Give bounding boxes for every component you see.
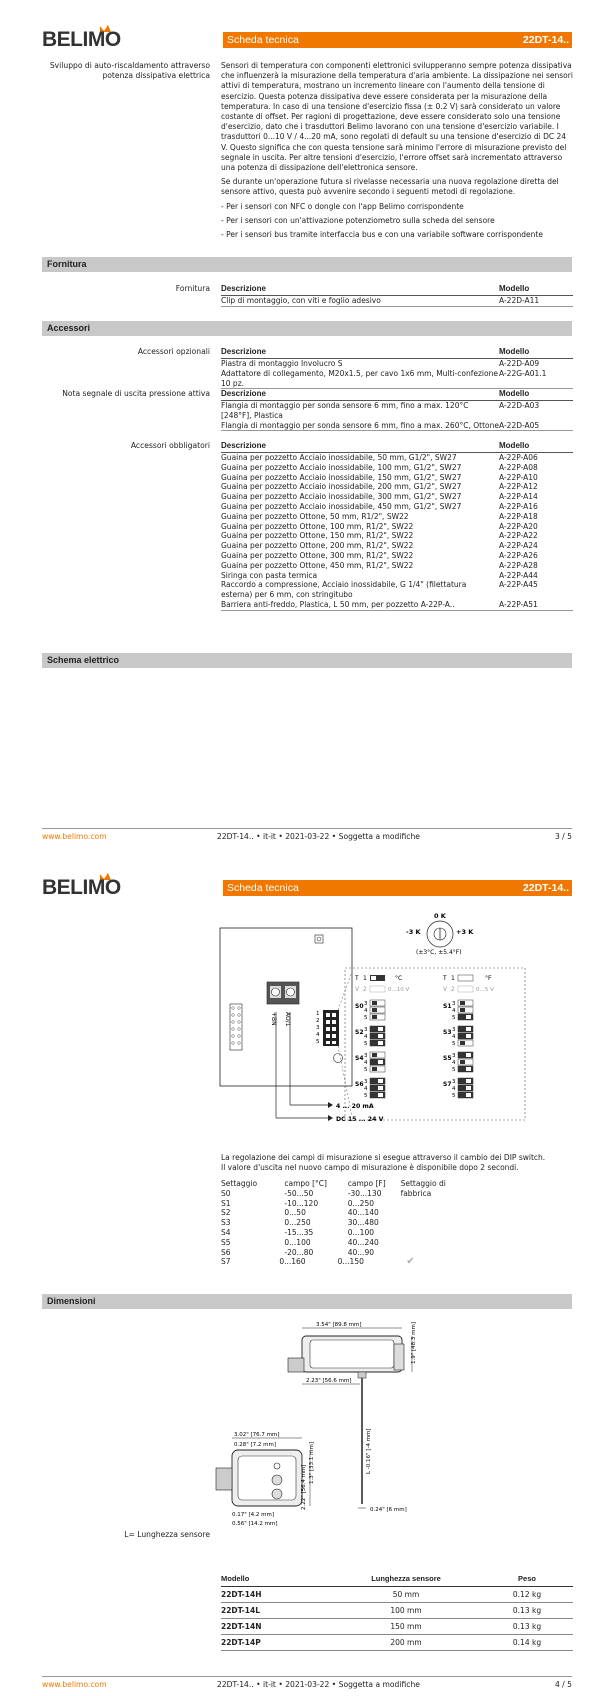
table-row: Piastra di montaggio Involucro S A-22D-A09 (221, 359, 540, 368)
range-c-label: 0...10 V (388, 987, 410, 993)
dip-group (452, 1078, 473, 1099)
term-ao-label: AO/1 (284, 1012, 291, 1027)
dim-front-width: 3.02" [76.7 mm] (234, 1432, 280, 1438)
section-fornitura-title: Fornitura (47, 259, 87, 269)
table-row: Barriera anti-freddo, Plastica, L 50 mm, per pozzetto A-22P-A.. A-22P-A51 (221, 600, 573, 611)
table-row: Adattatore di collegamento, M20x1.5, per cavo 1x6 mm, Multi-confezione 10 pz. A-22G-A01.1 (221, 369, 573, 390)
section-accessori-title: Accessori (47, 323, 91, 333)
dim-front-h2: 2.22" [56.4 mm] (301, 1464, 307, 1510)
table-row: Guaina per pozzetto Ottone, 200 mm, R1/2", SW22 A-22P-A24 (221, 541, 538, 551)
selfheat-p2: Se durante un'operazione futura si rivelasse necessaria una nuova regolazione diretta del sensore attivo, questa può avvenire secondo i seguenti metodi di regolazione. (221, 177, 559, 197)
svg-text:3: 3 (364, 1053, 368, 1059)
selfheat-label-1: Sviluppo di auto-riscaldamento attraverso (49, 61, 210, 70)
belimo-logo (42, 870, 122, 900)
dip-group (364, 1000, 385, 1021)
svg-text:1: 1 (363, 975, 367, 982)
table-row: Guaina per pozzetto Acciaio inossidabile, 300 mm, G1/2", SW27 A-22P-A14 (221, 492, 538, 502)
settings-row: S6 -20...80 40...90 (221, 1247, 374, 1257)
svg-text:4: 4 (452, 1008, 456, 1014)
svg-text:3: 3 (452, 1027, 456, 1033)
dim-top-offset: 2.23" [56.6 mm] (306, 1378, 352, 1384)
svg-text:3: 3 (364, 1079, 368, 1085)
selfheat-label-2: potenza dissipativa elettrica (102, 71, 210, 80)
svg-text:2: 2 (451, 986, 455, 993)
regolazione-l2: Il valore d'uscita nel nuovo campo di misurazione è disponibile dopo 2 secondi. (221, 1163, 519, 1173)
svg-text:S2: S2 (355, 1029, 364, 1036)
pot-minus-label: -3 K (406, 928, 421, 936)
dimension-table (221, 1571, 573, 1651)
dim-front-c: 0.56" [14.2 mm] (232, 1521, 278, 1527)
footer-url[interactable]: www.belimo.com (42, 832, 107, 841)
svg-text:4: 4 (452, 1086, 456, 1092)
table-row: Flangia di montaggio per sonda sensore 6 mm, fino a max. 120°C [248°F], Plastica A-22D-A03 (221, 401, 540, 420)
svg-text:V: V (443, 986, 448, 993)
front-cable-gland (216, 1468, 232, 1490)
settings-row: S4 -15...35 0...100 (221, 1227, 374, 1237)
belimo-logo (42, 22, 122, 52)
obb-table: Descrizione Modello Guaina per pozzetto Acciaio inossidabile, 50 mm, G1/2", SW27 A-22P-A06 Guaina per pozzetto Acciaio inossidabile, 100 mm, G1/2", SW27 A-22P-A08 Guaina per pozzetto Acciaio inossidabile, 150 mm, G1/2", SW27 A-22P-A10 Guaina per pozzetto Acciaio inossidabile, 200 mm, G1/2", SW27 A-22P-A12 Guaina per pozzetto Acciaio inossidabile, 300 mm, G1/2", SW27 A-22P-A14 Guaina per pozzetto Acciaio inossidabile, 450 mm, G1/2", SW27 A-22P-A16 Guaina per pozzetto Ottone, 50 mm, R1/2", SW22 A-22P-A18 Guaina per pozzetto Ottone, 100 mm, R1/2", SW22 A-22P-A20 Guaina per pozzetto Ottone, 150 mm, R1/2", SW22 A-22P-A22 Guaina per pozzetto Ottone, 200 mm, R1/2", SW22 A-22P-A24 Guaina per pozzetto Ottone, 300 mm, R1/2", SW22 A-22P-A26 Guaina per pozzetto Ottone, 450 mm, R1/2", SW22 A-22P-A28 Siringa con pasta termica A-22P-A44 Raccordo a compressione, Acciaio inossidabile, G 1/4" (filettatura esterna) per 6 mm, con stringitubo A-22P-A45 Barriera anti-freddo, Plastica, L 50 mm, per pozzetto A-22P-A.. A-22P-A51 (221, 440, 573, 611)
cable-gland (288, 1358, 304, 1372)
table-row: Raccordo a compressione, Acciaio inossidabile, G 1/4" (filettatura esterna) per 6 mm, con stringitubo A-22P-A45 (221, 580, 538, 600)
selfheat-label (50, 61, 210, 81)
selfheat-b1: - Per i sensori con NFC o dongle con l'app Belimo corrispondente (221, 201, 464, 211)
svg-text:5: 5 (452, 1041, 456, 1047)
svg-text:4: 4 (364, 1008, 368, 1014)
settings-row: S3 0...250 30...480 (221, 1218, 379, 1228)
svg-text:S3: S3 (443, 1029, 452, 1036)
dimension-header: Modello Lunghezza sensore Peso (221, 1571, 573, 1587)
dip-group (452, 1000, 473, 1021)
footer-page: 4 / 5 (554, 1680, 572, 1689)
nota-table: Descrizione Modello Flangia di montaggio per sonda sensore 6 mm, fino a max. 120°C [248°F], Plastica A-22D-A03 Flangia di montaggio per sonda sensore 6 mm, fino a max. 260°C, Ottone A-22D-A05 (221, 388, 573, 431)
section-dimensioni-title: Dimensioni (47, 1296, 96, 1306)
svg-text:4: 4 (364, 1060, 368, 1066)
svg-text:3: 3 (452, 1053, 456, 1059)
range-f-label: 0...5 V (476, 987, 494, 993)
header-title: Scheda tecnica (227, 882, 299, 894)
table-row: Guaina per pozzetto Acciaio inossidabile, 150 mm, G1/2", SW27 A-22P-A10 (221, 472, 538, 482)
svg-text:S4: S4 (355, 1055, 364, 1062)
svg-text:5: 5 (364, 1067, 368, 1073)
dip-group (364, 1052, 385, 1073)
pot-plus-label: +3 K (456, 928, 474, 936)
dim-probe: L -0.16" [-4 mm] (366, 1428, 372, 1474)
dimension-row: 22DT-14H 50 mm 0.12 kg (221, 1587, 573, 1603)
svg-text:3: 3 (452, 1001, 456, 1007)
footer-center: 22DT-14.. • it-it • 2021-03-22 • Soggetta a modifiche (217, 1680, 420, 1689)
regolazione-text (221, 1153, 573, 1173)
dimension-row: 22DT-14N 150 mm 0.13 kg (221, 1619, 573, 1635)
settings-row: S1 -10...120 0...250 (221, 1198, 374, 1208)
dip-group (452, 1026, 473, 1047)
dim-front-a: 0.28" [7.2 mm] (234, 1442, 277, 1448)
table-row: Guaina per pozzetto Ottone, 50 mm, R1/2", SW22 A-22P-A18 (221, 511, 538, 521)
svg-text:5: 5 (452, 1093, 456, 1099)
table-row: Guaina per pozzetto Ottone, 450 mm, R1/2", SW22 A-22P-A28 (221, 560, 538, 570)
wiring-diagram (210, 900, 540, 1150)
board-dip-switch (323, 1010, 339, 1046)
table-row: Guaina per pozzetto Acciaio inossidabile, 50 mm, G1/2", SW27 A-22P-A06 (221, 453, 538, 462)
logo-word: BELIMO (42, 876, 121, 899)
table-row: Flangia di montaggio per sonda sensore 6 mm, fino a max. 260°C, Ottone A-22D-A05 (221, 421, 573, 432)
dim-front-h1: 1.3" [33.1 mm] (309, 1441, 315, 1484)
svg-text:2: 2 (363, 986, 367, 993)
col-desc: Descrizione (221, 284, 266, 293)
svg-text:5: 5 (452, 1067, 456, 1073)
pot-zero-label: 0 K (434, 912, 446, 920)
svg-text:3: 3 (452, 1079, 456, 1085)
footer (42, 828, 572, 841)
footer (42, 1676, 572, 1689)
section-schema (42, 653, 572, 668)
selfheat-p1: Sensori di temperatura con componenti elettronici svilupperanno sempre potenza dissipativa che influenzerà la misurazione della temperatura d'aria ambiente. La dissipazione nei sensori attivi di temperatura, mostrano un incremento lineare con l'aumento della tensione di esercizio. Questa potenza dissipativa deve essere considerata per la misurazione della temperatura. In caso di una tensione d'esercizio fissa (± 0.2 V) sarà considerato un valore costante di offset. Per ragioni di progettazione, deve essere considerato solo una tensione d'esercizio, dato che i trasduttori Belimo lavorano con una tensione d'esercizio variabile. I trasduttori 0...10 V / 4...20 mA, sono regolati di default su una tensione d'esercizio di DC 24 V. Questo significa che con questa tensione sarà minimo l'errore di misurazione previsto del segnale in uscita. Per altre tensioni d'esercizio, l'errore offset sarà incrementato attraverso una potenza di dissipazione dell'elettronica sensore. (221, 61, 573, 173)
deg-c-label: °C (395, 975, 403, 982)
pot-range-label: (±3°C, ±5.4°F) (416, 949, 462, 956)
svg-text:3: 3 (316, 1025, 320, 1031)
header-model: 22DT-14.. (522, 34, 569, 46)
svg-text:S6: S6 (355, 1081, 364, 1088)
deg-f-label: °F (485, 975, 492, 982)
dip-group (364, 1026, 385, 1047)
check-icon: ✔ (406, 1256, 415, 1268)
out-ma-label: 4 ... 20 mA (336, 1103, 374, 1110)
regolazione-l1: La regolazione dei campi di misurazione si esegue attraverso il cambio dei DIP switch. (221, 1153, 546, 1162)
supply-label: DC 15 ... 24 V (336, 1116, 384, 1123)
fornitura-label: Fornitura (175, 284, 210, 293)
table-row: Guaina per pozzetto Acciaio inossidabile, 450 mm, G1/2", SW27 A-22P-A16 (221, 501, 538, 511)
dim-top-width: 3.54" [89.8 mm] (316, 1322, 362, 1328)
opt-label: Accessori opzionali (137, 347, 210, 356)
svg-text:3: 3 (364, 1001, 368, 1007)
dip-group (364, 1078, 385, 1099)
table-row: Clip di montaggio, con viti e foglio adesivo A-22D-A11 (221, 296, 573, 307)
settings-row: S0 -50...50 -30...130 (221, 1188, 382, 1198)
table-row: Guaina per pozzetto Acciaio inossidabile, 200 mm, G1/2", SW27 A-22P-A12 (221, 482, 538, 492)
header-title: Scheda tecnica (227, 34, 299, 46)
page-4 (0, 848, 600, 1696)
svg-text:5: 5 (364, 1015, 368, 1021)
dimension-row: 22DT-14L 100 mm 0.13 kg (221, 1603, 573, 1619)
settings-row: S5 0...100 40...240 (221, 1237, 379, 1247)
fornitura-table (221, 283, 573, 307)
opt-table: Descrizione Modello Piastra di montaggio Involucro S A-22D-A09 Adattatore di collegamento, M20x1.5, per cavo 1x6 mm, Multi-confezione 10 pz. A-22G-A01.1 (221, 346, 573, 389)
selfheat-b3: - Per i sensori bus tramite interfaccia bus e con una variabile software corrispondente (221, 230, 543, 240)
svg-text:T: T (443, 975, 447, 982)
svg-text:5: 5 (364, 1041, 368, 1047)
svg-text:4: 4 (452, 1034, 456, 1040)
svg-text:5: 5 (452, 1015, 456, 1021)
svg-text:S5: S5 (443, 1055, 452, 1062)
svg-text:S1: S1 (443, 1003, 452, 1010)
selfheat-b2: - Per i sensori con un'attivazione potenziometro sulla scheda del sensore (221, 215, 495, 225)
dim-top-height: 1.9" [48.3 mm] (411, 1321, 417, 1364)
svg-text:4: 4 (364, 1034, 368, 1040)
settings-header: Settaggio campo [°C] campo [F] Settaggio di fabbrica (221, 1179, 446, 1198)
dim-tube: 0.24" [6 mm] (370, 1507, 407, 1513)
section-schema-title: Schema elettrico (47, 655, 120, 665)
table-row: Guaina per pozzetto Acciaio inossidabile, 100 mm, G1/2", SW27 A-22P-A08 (221, 462, 538, 472)
nota-label: Nota segnale di uscita pressione attiva (62, 389, 210, 398)
dip-group (452, 1052, 473, 1073)
svg-text:5: 5 (316, 1039, 320, 1045)
header-bar (223, 32, 572, 48)
svg-text:V: V (355, 986, 360, 993)
footer-center: 22DT-14.. • it-it • 2021-03-22 • Soggetta a modifiche (217, 832, 420, 841)
table-row: Siringa con pasta termica A-22P-A44 (221, 570, 538, 580)
svg-text:4: 4 (452, 1060, 456, 1066)
svg-text:T: T (355, 975, 359, 982)
table-row: Guaina per pozzetto Ottone, 300 mm, R1/2", SW22 A-22P-A26 (221, 550, 538, 560)
svg-text:S0: S0 (355, 1003, 364, 1010)
svg-text:2: 2 (316, 1018, 320, 1024)
header-bar (223, 880, 572, 896)
selfheat-text (221, 61, 573, 244)
front-view-drawing (210, 1428, 330, 1528)
section-fornitura (42, 257, 572, 272)
term-plus-label: +BN (270, 1012, 277, 1026)
svg-text:1: 1 (316, 1011, 320, 1017)
settings-row: S2 0...50 40...140 (221, 1208, 379, 1218)
col-model: Modello (499, 284, 530, 293)
svg-text:4: 4 (364, 1086, 368, 1092)
settings-table (221, 1179, 471, 1267)
svg-text:5: 5 (364, 1093, 368, 1099)
table-row: Guaina per pozzetto Ottone, 100 mm, R1/2", SW22 A-22P-A20 (221, 521, 538, 531)
table-row: Guaina per pozzetto Ottone, 150 mm, R1/2", SW22 A-22P-A22 (221, 531, 538, 541)
l-note: L= Lunghezza sensore (124, 1530, 210, 1539)
obb-label: Accessori obbligatori (130, 441, 210, 450)
header-model: 22DT-14.. (522, 882, 569, 894)
section-accessori (42, 321, 572, 336)
svg-text:S7: S7 (443, 1081, 452, 1088)
logo-word: BELIMO (42, 28, 121, 51)
dimension-row: 22DT-14P 200 mm 0.14 kg (221, 1635, 573, 1651)
svg-text:4: 4 (316, 1032, 320, 1038)
settings-row: S7 0...160 0...150 ✔ (221, 1257, 471, 1267)
dim-front-b: 0.17" [4.2 mm] (232, 1512, 275, 1518)
svg-text:3: 3 (364, 1027, 368, 1033)
footer-url[interactable]: www.belimo.com (42, 1680, 107, 1689)
section-dimensioni (42, 1294, 572, 1309)
footer-page: 3 / 5 (554, 832, 572, 841)
svg-text:1: 1 (451, 975, 455, 982)
